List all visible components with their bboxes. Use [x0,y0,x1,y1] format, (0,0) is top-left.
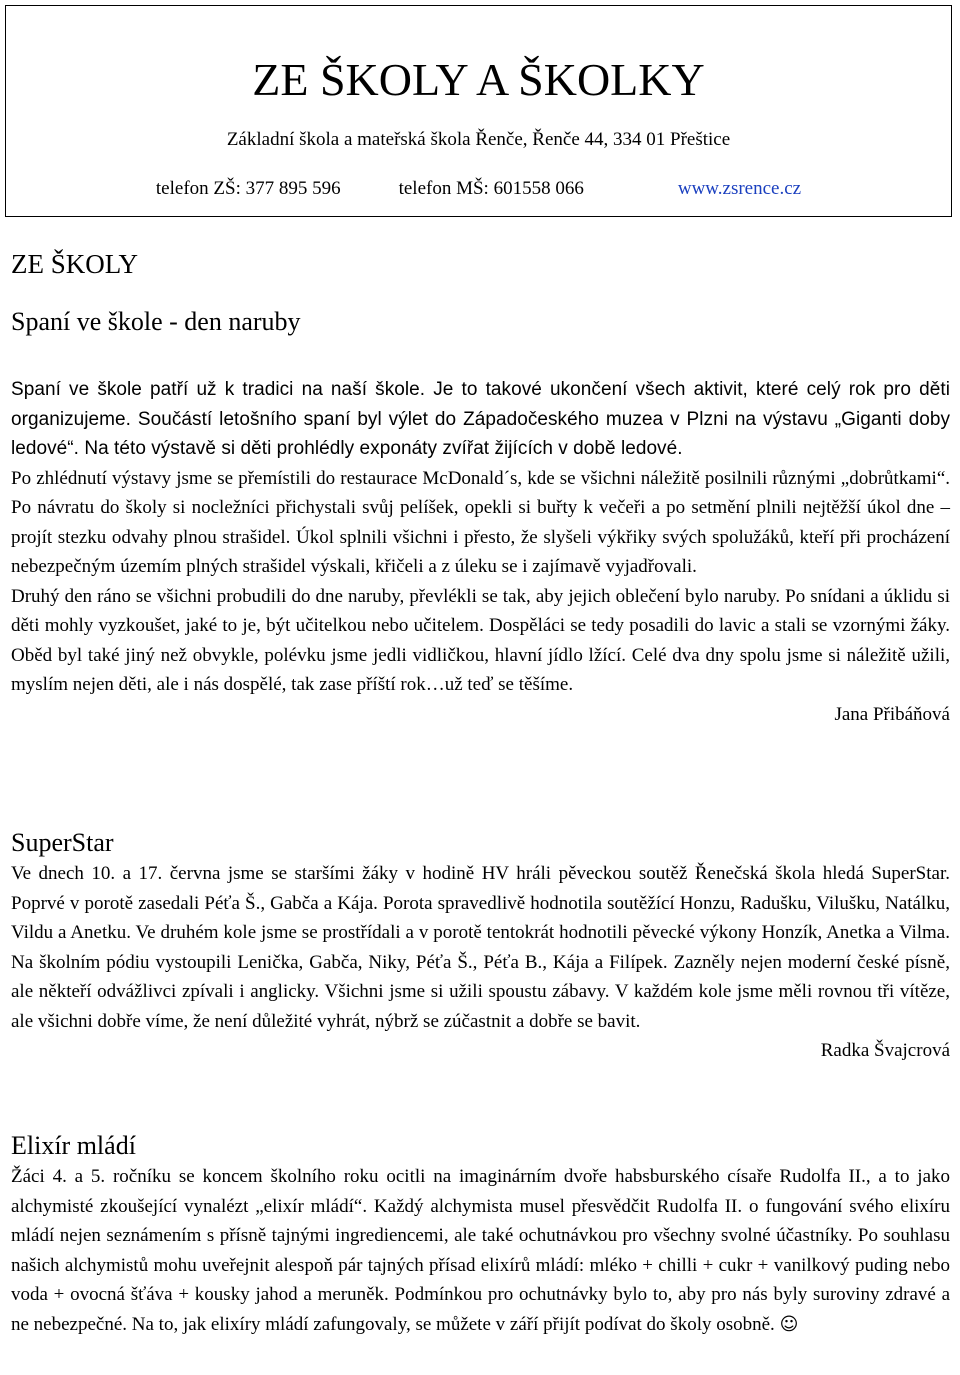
article-paragraph: Ve dnech 10. a 17. června jsme se staršími žáky v hodině HV hráli pěveckou soutěž Řenečská škola hledá SuperStar. Poprvé v porotě zasedali Péťa Š., Gabča a Kája. Porota spravedlivě hodnotila soutěžící Honzu, Radušku, Vilušku, Natálku, Vildu a Anetku. Ve druhém kole jsme se prostřídali a v porotě tentokrát hodnotili pěvecké výkony Honzík, Anetka a Vilma. Na školním pódiu vystoupili Lenička, Gabča, Niky, Péťa Š., Péťa B., Kája a Filípek. Zazněly nejen moderní české písně, ale někteří odvážlivci zpívali i anglicky. Všichni jsme si užili spoustu zábavy. V každém kole jsme měli rovnou tři vítěze, ale všichni dobře víme, že není důležité vyhrát, nýbrž se zúčastnit a dobře se bavit. [11,863,950,1032]
article-text: Žáci 4. a 5. ročníku se koncem školního roku ocitli na imaginárním dvoře habsburského císaře Rudolfa II., a to jako alchymisté zkoušející vynalézt „elixír mládí“. Každý alchymista musel přesvědčit Rudolfa II. o fungování svého elixíru mládí nejen seznámením s přísně tajnými ingrediencemi, ale také ochutnávkou pro všechny svolné účastníky. Po souhlasu našich alchymistů mohu uveřejnit alespoň pár tajných přísad elixírů mládí: mléko + chilli + cukr + vanilkový puding nebo voda + ovocná šťáva + kousky jahod a meruněk. Podmínkou pro ochutnávky bylo to, aby pro nás byly suroviny zdravé a ne nebezpečné. Na to, jak elixíry mládí zafungovaly, se můžete v září přijít podívat do školy osobně. [11,1166,950,1335]
article-title: Spaní ve škole - den naruby [11,307,301,336]
article-spani [11,306,950,729]
article-title: Elixír mládí [11,1131,136,1160]
article-author: Jana Přibáňová [834,703,950,725]
newsletter-title: ZE ŠKOLY A ŠKOLKY [252,54,705,105]
phone-zs: telefon ZŠ: 377 895 596 [155,178,341,199]
article-superstar [11,827,950,1066]
school-address: Základní škola a mateřská škola Řenče, Řenče 44, 334 01 Přeštice [226,129,731,150]
website-link[interactable]: www.zsrence.cz [677,178,802,199]
phone-ms: telefon MŠ: 601558 066 [398,178,584,199]
newsletter-masthead [5,5,952,217]
article-paragraph: Spaní ve škole patří už k tradici na naší škole. Je to takové ukončení všech aktivit, které celý rok pro děti organizujeme. Součástí letošního spaní byl výlet do Západočeského muzea v Plzni na výstavu „Giganti doby ledové“. Na této výstavě si děti prohlédly exponáty zvířat žijících v době ledové. [11,379,950,459]
article-paragraph: Po zhlédnutí výstavy jsme se přemístili do restaurace McDonald´s, kde se všichni náležitě posilnili různými „dobrůtkami“. Po návratu do školy si nocležníci přichystali svůj pelíšek, opekli si buřty k večeři a po setmění plnili nejtěžší úkol dne – projít stezku odvahy plnou strašidel. Úkol splnili všichni i přesto, že slyšeli výkřiky svých spolužáků, kteří při procházení nebezpečným územím plných strašidel výskali, křičeli a z úleku se i zajímavě vyjadřovali. [11,467,950,577]
smiley-icon: ☺ [779,1313,799,1335]
article-author: Radka Švajcrová [820,1040,950,1061]
article-title: SuperStar [11,828,114,857]
contact-line [6,177,951,201]
article-elixir [11,1130,950,1339]
article-paragraph [11,1162,950,1339]
section-title: ZE ŠKOLY [11,249,139,279]
article-paragraph: Druhý den ráno se všichni probudili do dne naruby, převlékli se tak, aby jejich oblečení bylo naruby. Po snídani a úklidu si děti mohly vyzkoušet, jaké to je, být učitelkou nebo učitelem. Dospěláci se tedy posadili do lavic a stali se vzornými žáky. Oběd byl také jiný než obvykle, polévku jsme jedli vidličkou, hlavní jídlo lžící. Celé dva dny spolu jsme si náležitě užili, myslím nejen děti, ale i nás dospělé, tak zase příští rok…už teď se těšíme. [11,585,950,695]
section-header [11,247,950,281]
